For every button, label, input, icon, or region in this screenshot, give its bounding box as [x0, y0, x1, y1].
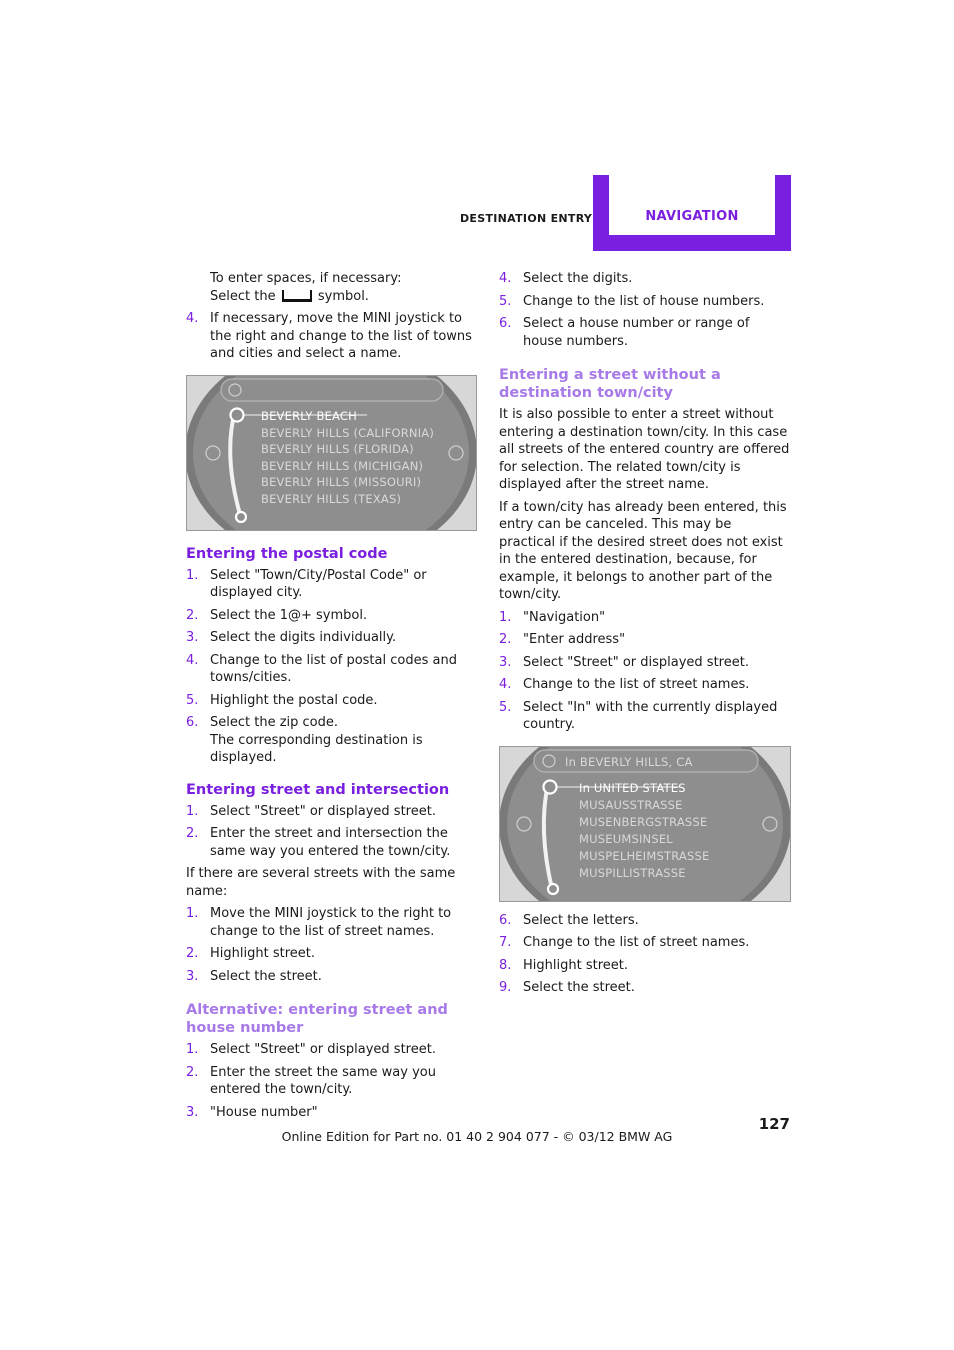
- street-row: MUSPILLISTRASSE: [579, 865, 686, 880]
- postal-note: The corresponding destination is displayed.: [210, 732, 423, 765]
- chapter-title: NAVIGATION: [645, 209, 739, 224]
- list-item: 4. Select the digits.: [499, 271, 633, 286]
- street-row-selected: In UNITED STATES: [579, 780, 686, 795]
- heading-alt-house-number: Alternative: entering street and house number: [186, 1002, 448, 1036]
- paragraph: If a town/city has already been entered, this entry can be canceled. This may be practical if the desired street does not exist in the entered destination, because, for example, it belongs to another part of the town/city.: [499, 499, 787, 602]
- right-column: [499, 270, 791, 1002]
- list-item: 2. Select the 1@+ symbol.: [186, 607, 368, 623]
- list-item: 3. "House number": [186, 1104, 318, 1120]
- street-row: MUSEUMSINSEL: [579, 831, 673, 846]
- list-item: 2. "Enter address": [499, 632, 626, 647]
- street-filter-field: In BEVERLY HILLS, CA: [565, 754, 693, 769]
- town-row-selected: BEVERLY BEACH: [261, 408, 357, 423]
- list-item: 6. Select the zip code.: [186, 715, 339, 730]
- screenshot-street-list: [499, 746, 791, 902]
- space-symbol-icon: [282, 290, 312, 302]
- list-item: 1. Select "Street" or displayed street.: [186, 1042, 436, 1057]
- list-item: 4. Change to the list of street names.: [499, 677, 750, 692]
- page-number: 127: [758, 1115, 790, 1133]
- chapter-tab-inner: [609, 175, 775, 235]
- town-row: BEVERLY HILLS (FLORIDA): [261, 441, 414, 456]
- list-item: 1. Move the MINI joystick to the right to change to the list of street names.: [186, 906, 452, 939]
- town-row: BEVERLY HILLS (MISSOURI): [261, 474, 422, 489]
- list-item: 5. Select "In" with the currently displayed country.: [499, 699, 778, 732]
- left-column: [186, 270, 478, 1126]
- list-item: 5. Change to the list of house numbers.: [499, 293, 765, 309]
- list-item: 3. Select the street.: [186, 968, 322, 984]
- list-item: 2. Enter the street the same way you entered the town/city.: [186, 1064, 436, 1097]
- street-row: MUSPELHEIMSTRASSE: [579, 848, 710, 863]
- screenshot-town-list: [186, 375, 477, 531]
- list-item: 7. Change to the list of street names.: [499, 935, 750, 950]
- list-item: 4. Change to the list of postal codes and towns/cities.: [186, 652, 457, 685]
- list-item: 4. If necessary, move the MINI joystick to the right and change to the list of towns and cities and select a name.: [186, 311, 472, 361]
- list-item: 9. Select the street.: [499, 980, 635, 995]
- town-row: BEVERLY HILLS (MICHIGAN): [261, 458, 424, 473]
- town-row: BEVERLY HILLS (TEXAS): [261, 491, 402, 506]
- list-item: 6. Select the letters.: [499, 912, 639, 928]
- heading-postal-code: Entering the postal code: [186, 545, 388, 562]
- heading-street-intersection: Entering street and intersection: [186, 781, 450, 798]
- street-row: MUSAUSSTRASSE: [579, 797, 683, 812]
- town-row: BEVERLY HILLS (CALIFORNIA): [261, 425, 435, 440]
- paragraph: It is also possible to enter a street without entering a destination town/city. In this case all streets of the entered country are offered for selection. The related town/city is displayed after the street name.: [499, 407, 790, 492]
- list-item: 6. Select a house number or range of house numbers.: [499, 316, 750, 349]
- list-item: 1. Select "Street" or displayed street.: [186, 803, 436, 819]
- list-item: 2. Enter the street and intersection the same way you entered the town/city.: [186, 826, 451, 859]
- postal-steps: [186, 567, 478, 767]
- list-item: 3. Select "Street" or displayed street.: [499, 654, 749, 670]
- section-title: DESTINATION ENTRY: [460, 212, 593, 225]
- heading-street-no-destination: Entering a street without a destination town/city: [499, 367, 721, 401]
- list-item: 2. Highlight street.: [186, 946, 315, 961]
- list-item: 5. Highlight the postal code.: [186, 692, 378, 708]
- space-instruction: To enter spaces, if necessary: Select the symbol.: [210, 271, 402, 304]
- list-item: 1. "Navigation": [499, 609, 606, 625]
- list-item: 3. Select the digits individually.: [186, 630, 397, 645]
- street-row: MUSENBERGSTRASSE: [579, 814, 708, 829]
- list-item: 8. Highlight street.: [499, 957, 628, 973]
- same-name-text: If there are several streets with the same name:: [186, 866, 456, 899]
- footer-edition: Online Edition for Part no. 01 40 2 904 077 - © 03/12 BMW AG: [281, 1129, 673, 1144]
- list-item: 1. Select "Town/City/Postal Code" or displayed city.: [186, 567, 427, 600]
